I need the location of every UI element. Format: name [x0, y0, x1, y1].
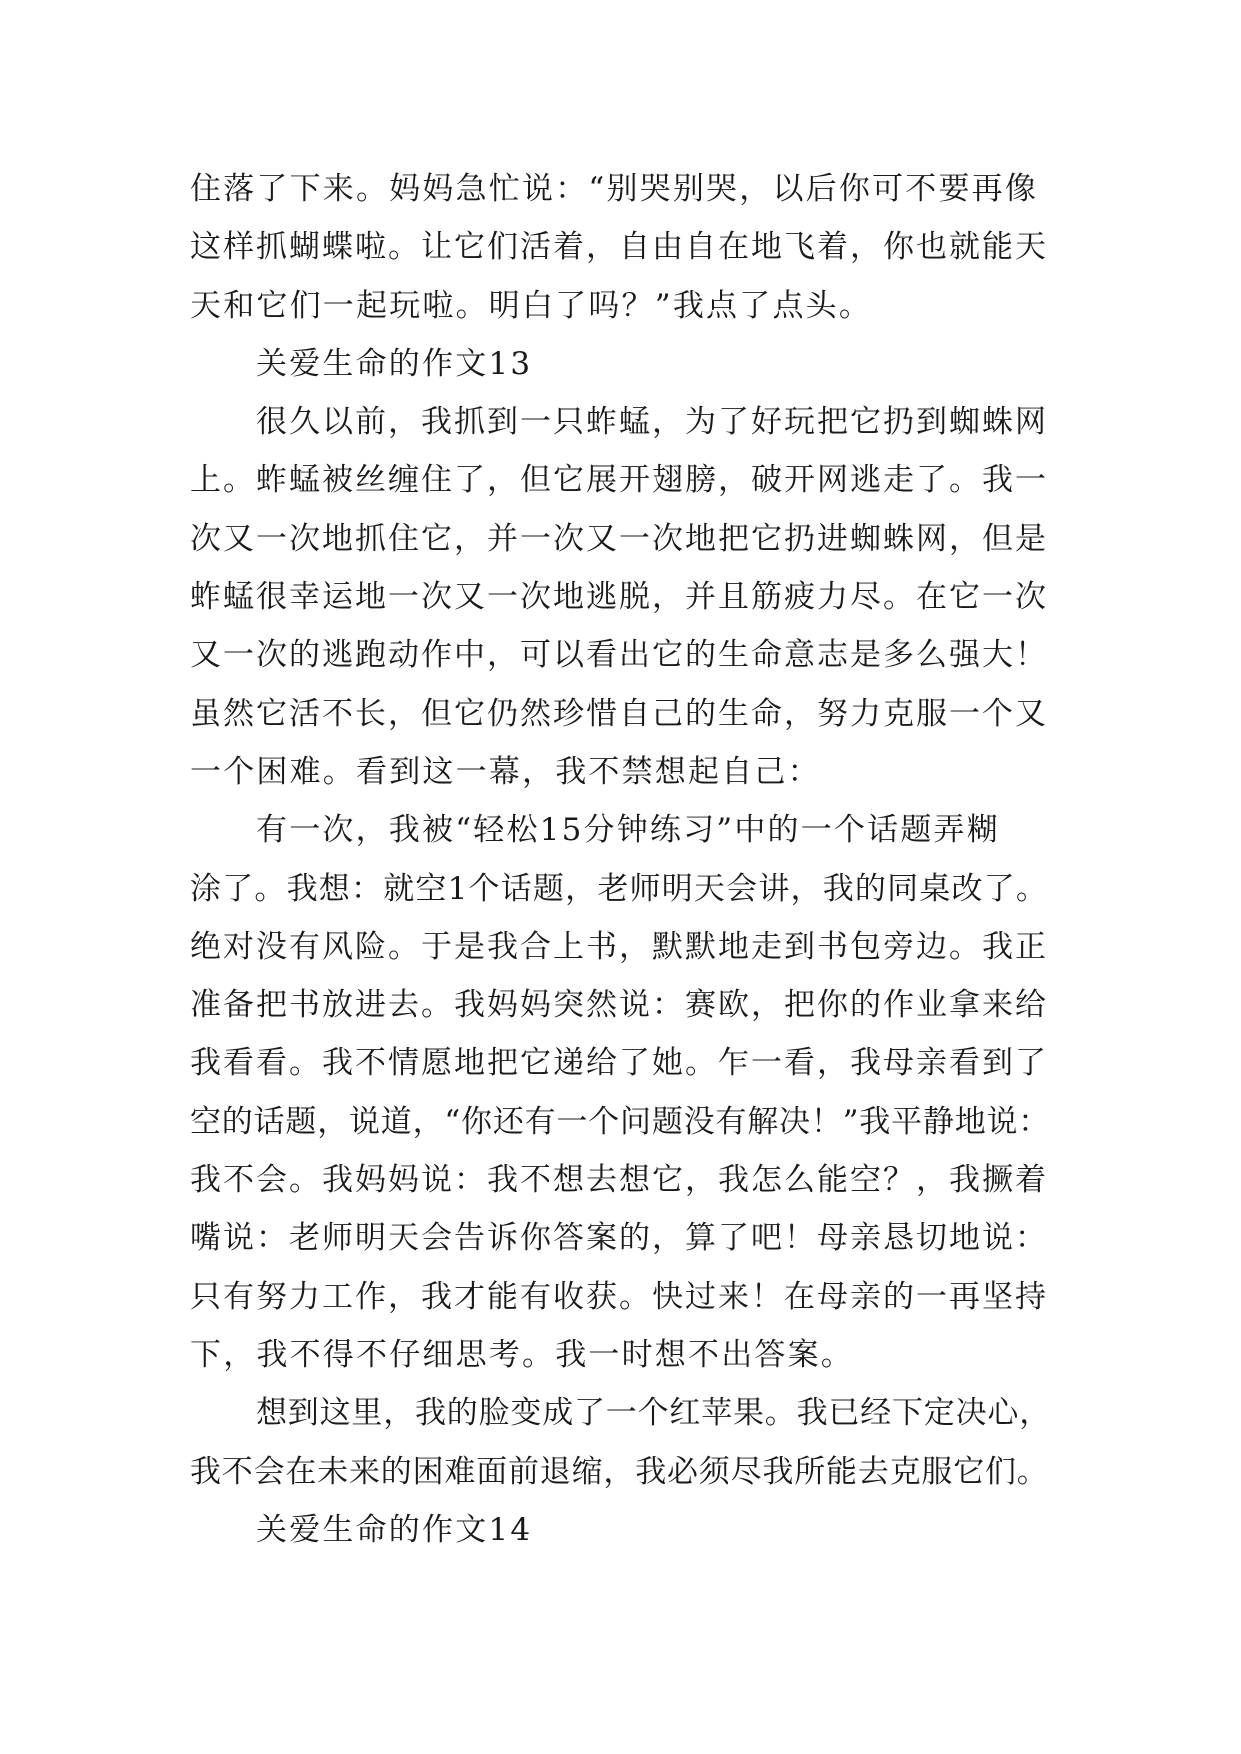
document-page	[190, 160, 1052, 1559]
text-line: 又一次的逃跑动作中，可以看出它的生命意志是多么强大！	[190, 637, 1048, 674]
text-line: 下，我不得不仔细思考。我一时想不出答案。	[190, 1336, 854, 1373]
paragraph-start-line: 很久以前，我抓到一只蚱蜢，为了好玩把它扔到蜘蛛网	[256, 404, 1048, 441]
text-line: 准备把书放进去。我妈妈突然说：赛欧，把你的作业拿来给	[190, 987, 1048, 1024]
text-line: 绝对没有风险。于是我合上书，默默地走到书包旁边。我正	[190, 928, 1048, 965]
text-line: 天和它们一起玩啦。明白了吗？”我点了点头。	[190, 287, 873, 324]
section-heading: 关爱生命的作文13	[256, 345, 533, 382]
text-line: 蚱蜢很幸运地一次又一次地逃脱，并且筋疲力尽。在它一次	[190, 579, 1048, 616]
paragraph-start-line: 有一次，我被“轻松15分钟练习”中的一个话题弄糊	[256, 812, 1000, 849]
text-line: 次又一次地抓住它，并一次又一次地把它扔进蜘蛛网，但是	[190, 520, 1048, 557]
text-line: 涂了。我想：就空1个话题，老师明天会讲，我的同桌改了。	[190, 870, 1049, 907]
text-line: 虽然它活不长，但它仍然珍惜自己的生命，努力克服一个又	[190, 695, 1048, 732]
text-line: 我看看。我不情愿地把它递给了她。乍一看，我母亲看到了	[190, 1045, 1048, 1082]
text-line: 我不会。我妈妈说：我不想去想它，我怎么能空？，我撅着	[190, 1162, 1048, 1199]
text-line: 上。蚱蜢被丝缠住了，但它展开翅膀，破开网逃走了。我一	[190, 462, 1048, 499]
section-heading: 关爱生命的作文14	[256, 1511, 533, 1548]
text-line: 住落了下来。妈妈急忙说：“别哭别哭，以后你可不要再像	[190, 171, 1039, 207]
text-line: 一个困难。看到这一幕，我不禁想起自己：	[190, 753, 821, 790]
text-line: 嘴说：老师明天会告诉你答案的，算了吧！母亲恳切地说：	[190, 1220, 1048, 1257]
text-line: 我不会在未来的困难面前退缩，我必须尽我所能去克服它们。	[190, 1453, 1049, 1490]
text-line: 只有努力工作，我才能有收获。快过来！在母亲的一再坚持	[190, 1278, 1048, 1315]
text-line: 这样抓蝴蝶啦。让它们活着，自由自在地飞着，你也就能天	[190, 229, 1048, 266]
paragraph-start-line: 想到这里，我的脸变成了一个红苹果。我已经下定决心，	[256, 1395, 1051, 1432]
text-line: 空的话题，说道，“你还有一个问题没有解决！”我平静地说：	[190, 1103, 1051, 1140]
